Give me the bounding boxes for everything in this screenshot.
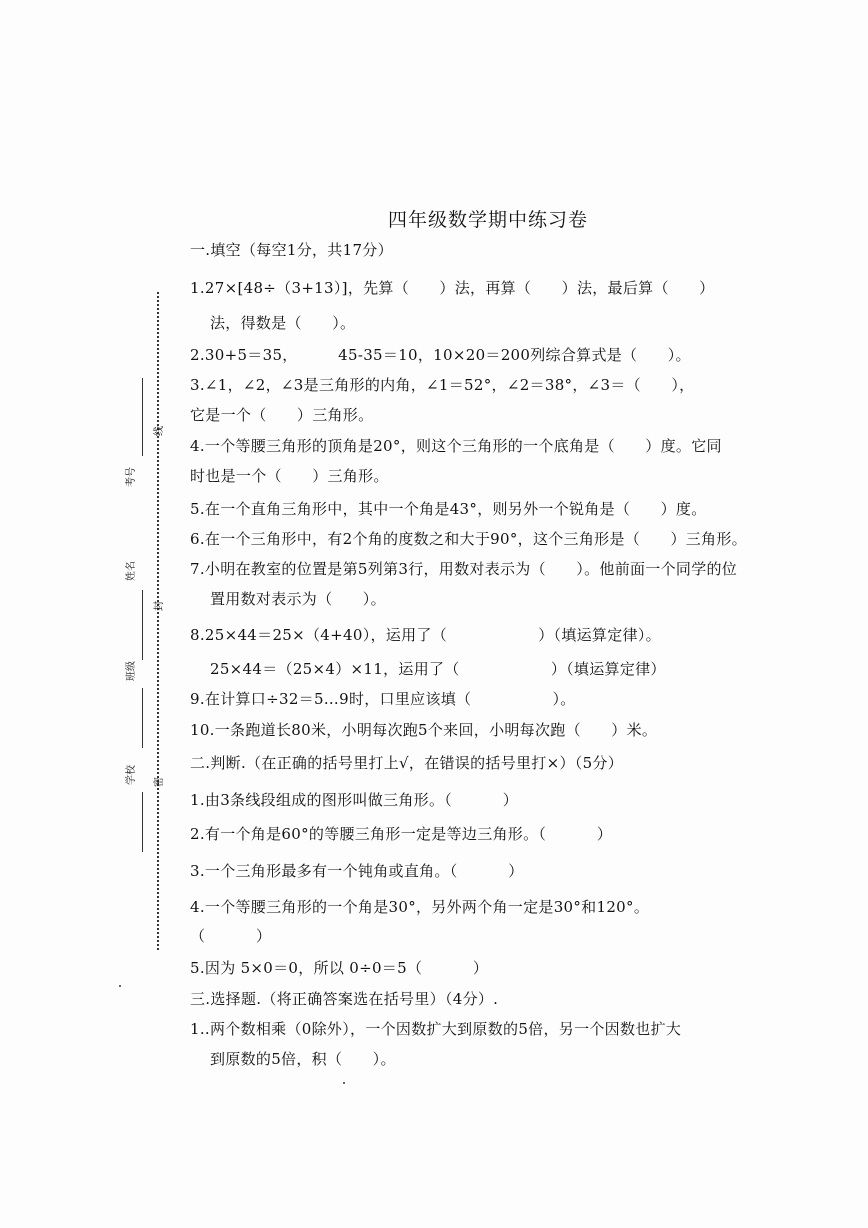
section2-heading: 二.判断.（在正确的括号里打上√，在错误的括号里打×）（5分）	[190, 754, 624, 772]
question-line: 4.一个等腰三角形的顶角是20°，则这个三角形的一个底角是（ ）度。它同	[190, 437, 722, 455]
question-line: 时也是一个（ ）三角形。	[190, 467, 389, 485]
question-line: 1..两个数相乘（0除外），一个因数扩大到原数的5倍，另一个因数也扩大	[190, 1020, 682, 1038]
class-label: 班级	[126, 661, 137, 681]
seal-xian-label: 线	[154, 426, 165, 436]
question-line: 法，得数是（ ）。	[210, 314, 356, 332]
question-line: 置用数对表示为（ ）。	[210, 590, 386, 608]
scan-speck	[119, 985, 121, 987]
school-label: 学校	[126, 765, 137, 785]
question-line: 3.一个三角形最多有一个钝角或直角。（ ）	[190, 862, 524, 880]
question-line: （ ）	[190, 927, 272, 945]
question-line: 5.在一个直角三角形中，其中一个角是43°，则另外一个锐角是（ ）度。	[190, 500, 707, 518]
question-line: 1.由3条线段组成的图形叫做三角形。（ ）	[190, 791, 519, 809]
question-line: 2.有一个角是60°的等腰三角形一定是等边三角形。（ ）	[190, 825, 613, 843]
question-line: 6.在一个三角形中，有2个角的度数之和大于90°，这个三角形是（ ）三角形。	[190, 530, 747, 548]
question-line: 2.30+5＝35， 45-35＝10，10×20＝200列综合算式是（ ）。	[190, 346, 691, 364]
binding-dotted-line	[157, 292, 159, 950]
seal-feng-label: 封	[154, 601, 165, 611]
question-line: 10.一条跑道长80米，小明每次跑5个来回，小明每次跑（ ）米。	[190, 721, 658, 739]
exam-title: 四年级数学期中练习卷	[388, 209, 589, 231]
question-line: 8.25×44＝25×（4+40），运用了（ ）（填运算定律）。	[190, 626, 661, 644]
student-id-label: 考号	[126, 467, 137, 487]
question-line: 7.小明在教室的位置是第5列第3行，用数对表示为（ ）。他前面一个同学的位	[190, 560, 738, 578]
question-line: 5.因为 5×0＝0，所以 0÷0＝5（ ）	[190, 959, 489, 977]
section3-heading: 三.选择题.（将正确答案选在括号里）（4分）.	[190, 990, 499, 1008]
question-line: 9.在计算口÷32＝5…9时，口里应该填（ ）。	[190, 690, 576, 708]
question-line: 它是一个（ ）三角形。	[190, 406, 374, 424]
question-line: 1.27×[48÷（3+13）]，先算（ ）法，再算（ ）法，最后算（ ）	[190, 279, 715, 297]
question-line: 3.∠1，∠2，∠3是三角形的内角，∠1＝52°，∠2＝38°，∠3＝（ ），	[190, 376, 695, 394]
scan-speck	[343, 1082, 345, 1084]
school-blank	[142, 792, 143, 852]
question-line: 到原数的5倍，积（ ）。	[210, 1050, 396, 1068]
class-blank	[142, 688, 143, 748]
seal-mi-label: 密	[154, 777, 165, 787]
student-id-blank	[142, 378, 143, 456]
name-blank	[142, 590, 143, 660]
section1-heading: 一.填空（每空1分，共17分）	[190, 241, 393, 259]
name-label: 姓名	[126, 561, 137, 581]
question-line: 4.一个等腰三角形的一个角是30°，另外两个角一定是30°和120°。	[190, 898, 650, 916]
question-line: 25×44＝（25×4）×11，运用了（ ）（填运算定律）	[210, 660, 666, 678]
